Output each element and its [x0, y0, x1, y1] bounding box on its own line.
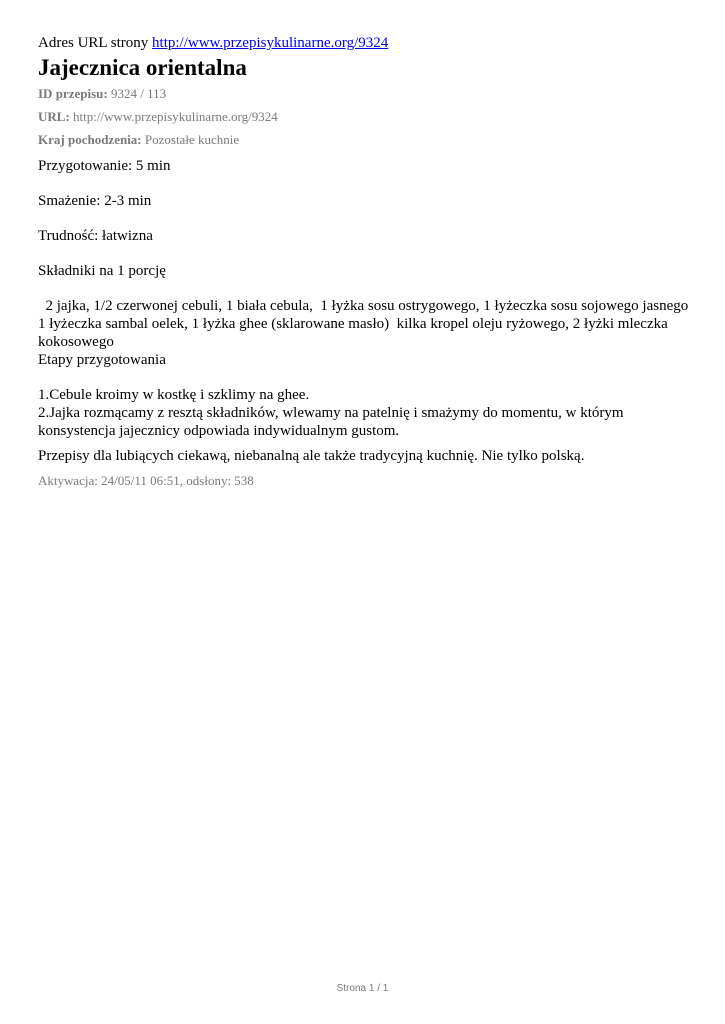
prep-time: Przygotowanie: 5 min [38, 158, 171, 174]
ingredients-heading: Składniki na 1 porcję [38, 263, 166, 279]
recipe-country-label: Kraj pochodzenia: [38, 132, 142, 147]
recipe-page [38, 33, 696, 489]
ingredients-list: 2 jajka, 1/2 czerwonej cebuli, 1 biała cebula, 1 łyżka sosu ostrygowego, 1 łyżeczka sosu sojowego jasnego 1 łyżeczka sambal oelek, 1 łyżka ghee (sklarowane masło) kilka kropel oleju ryżowego, 2 łyżki mleczka kokosowego [38, 298, 696, 350]
recipe-id-value: 9324 / 113 [110, 86, 167, 101]
recipe-country-value: Pozostałe kuchnie [144, 132, 240, 147]
step-item: 1.Cebule kroimy w kostkę i szklimy na ghee. [38, 387, 310, 403]
recipe-url-label: URL: [38, 109, 70, 124]
recipe-url-value: http://www.przepisykulinarne.org/9324 [73, 109, 278, 124]
page-number: Strona 1 / 1 [336, 983, 389, 994]
recipe-id-row [38, 86, 688, 102]
step-item: 2.Jajka rozmącamy z resztą składników, wlewamy na patelnię i smażymy do momentu, w którym konsystencja jajecznicy odpowiada indywidualnym gustom. [38, 405, 624, 439]
source-url-link[interactable]: http://www.przepisykulinarne.org/9324 [152, 35, 389, 51]
activation-info: Aktywacja: 24/05/11 06:51, odsłony: 538 [38, 473, 254, 488]
source-url-line [38, 33, 688, 53]
steps-heading: Etapy przygotowania [38, 352, 166, 368]
recipe-id-label: ID przepisu: [38, 86, 108, 101]
difficulty: Trudność: łatwizna [38, 228, 153, 244]
recipe-url-row [38, 109, 688, 125]
steps-list [38, 386, 688, 440]
recipe-title: Jajecznica orientalna [38, 55, 247, 80]
fry-time: Smażenie: 2-3 min [38, 193, 152, 209]
source-url-prefix: Adres URL strony [38, 35, 149, 51]
recipe-footer-text: Przepisy dla lubiących ciekawą, niebanalną ale także tradycyjną kuchnię. Nie tylko polską. [38, 448, 585, 464]
recipe-country-row [38, 132, 688, 148]
